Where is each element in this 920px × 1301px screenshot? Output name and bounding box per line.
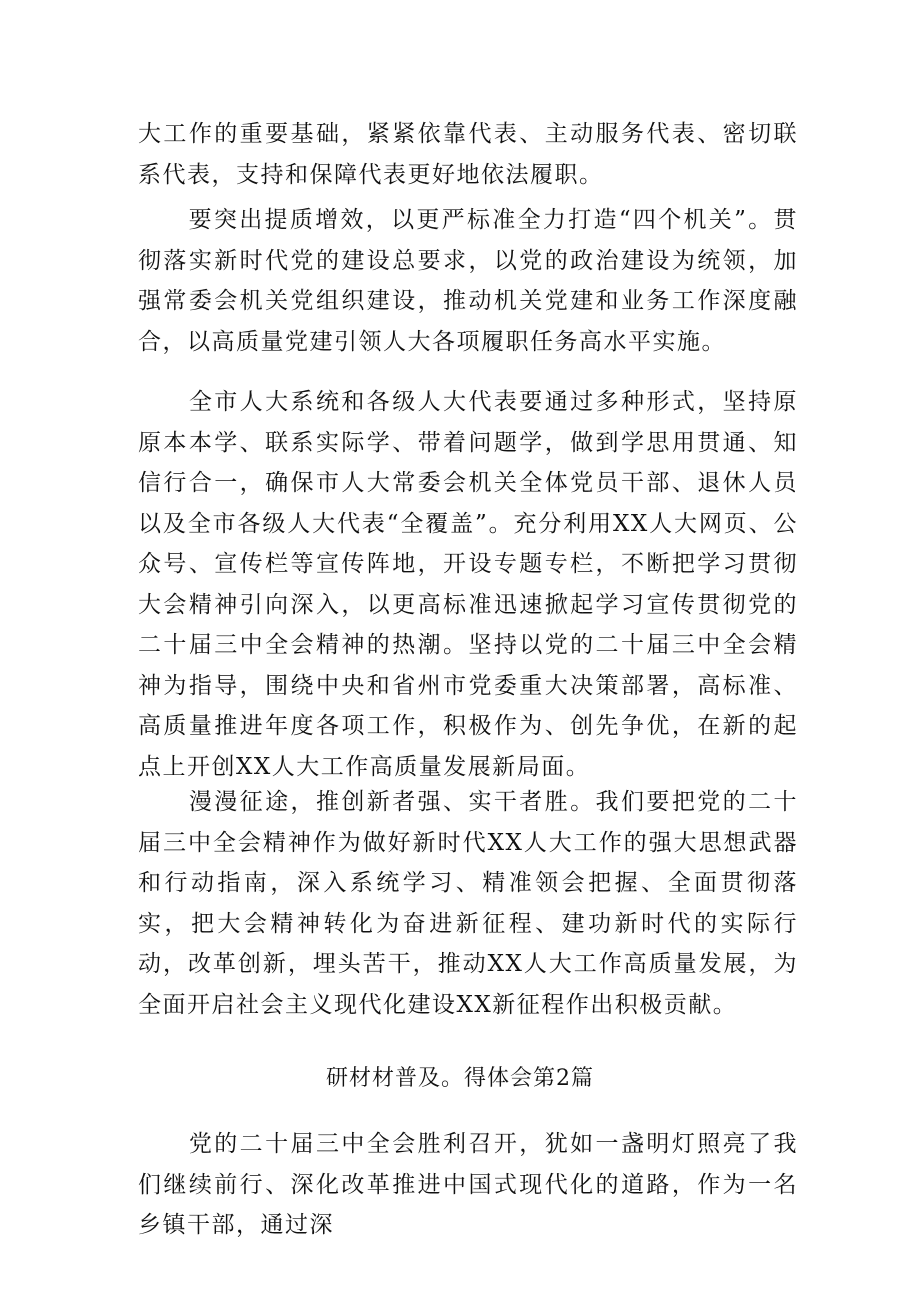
paragraph-study-system: 全市人大系统和各级人大代表要通过多种形式，坚持原原本本学、联系实际学、带着问题学，做到学思用贯通、知信行合一，确保市人大常委会机关全体党员干部、退休人员以及全市各级人大代表“全覆盖”。充分利用XX人大网页、公众号、宣传栏等宣传阵地，开设专题专栏，不断把学习贯彻大会精神引向深入，以更高标准迅速掀起学习宣传贯彻党的二十届三中全会精神的热潮。坚持以党的二十届三中全会精神为指导，围绕中央和省州市党委重大决策部署，高标准、高质量推进年度各项工作，积极作为、创先争优，在新的起点上开创XX人大工作高质量发展新局面。	[138, 389, 798, 780]
section-heading: 研材材普及。得体会第2篇	[326, 1066, 594, 1091]
paragraph-quality-efficiency: 要突出提质增效，以更严标准全力打造“四个机关”。贯彻落实新时代党的建设总要求，以党的政治建设为统领，加强常委会机关党组织建设，推动机关党建和业务工作深度融合，以高质量党建引领人大各项履职任务高水平实施。	[138, 207, 798, 355]
paragraph-conclusion: 漫漫征途，推创新者强、实干者胜。我们要把党的二十届三中全会精神作为做好新时代XX人大工作的强大思想武器和行动指南，深入系统学习、精准领会把握、全面贯彻落实，把大会精神转化为奋进新征程、建功新时代的实际行动，改革创新，埋头苦干，推动XX人大工作高质量发展，为全面开启社会主义现代化建设XX新征程作出积极贡献。	[138, 789, 798, 1018]
paragraph-section-two-intro: 党的二十届三中全会胜利召开，犹如一盏明灯照亮了我们继续前行、深化改革推进中国式现代化的道路，作为一名乡镇干部，通过深	[138, 1131, 798, 1238]
paragraph-continuation: 大工作的重要基础，紧紧依靠代表、主动服务代表、密切联系代表，支持和保障代表更好地依法履职。	[138, 121, 798, 188]
